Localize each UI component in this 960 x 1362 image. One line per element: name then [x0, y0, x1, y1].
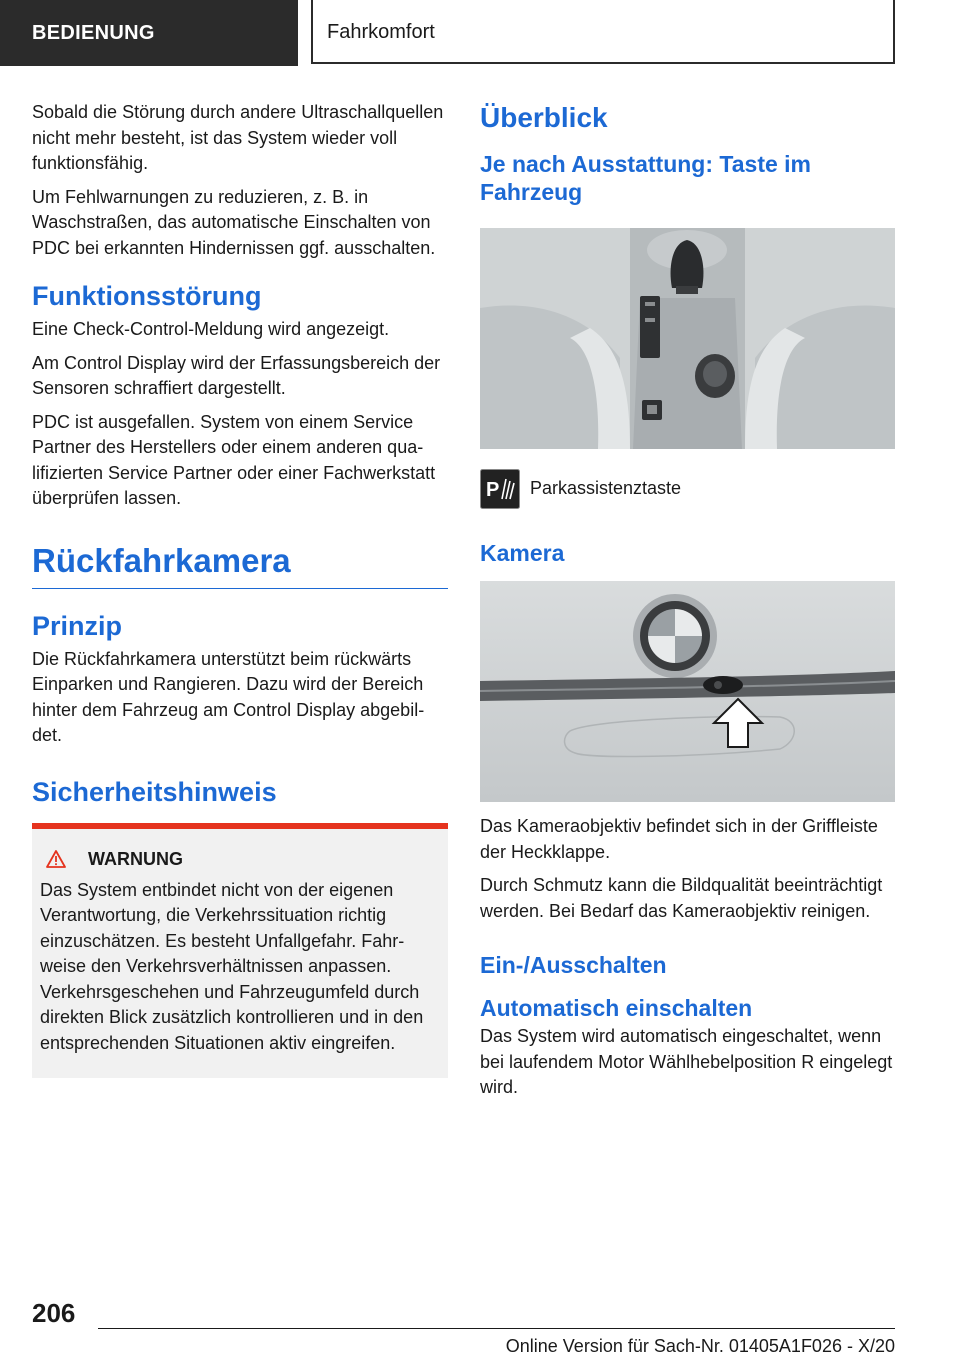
chapter-title: Fahrkomfort [311, 0, 895, 64]
rear-camera-photo [480, 581, 895, 802]
park-assist-icon [480, 469, 520, 509]
heading-safety: Sicherheitshinweis [32, 776, 277, 807]
page-number: 206 [32, 1298, 76, 1328]
heading-fault: Funktionsstörung [32, 281, 262, 311]
paragraph: Sobald die Störung durch andere Ultraschallquellen nicht mehr besteht, ist das System wieder voll funktionsfähig. [32, 102, 444, 173]
paragraph: Das Kameraobjektiv befindet sich in der Griffleiste der Heckklappe. [480, 816, 878, 862]
heading-principle: Prinzip [32, 610, 123, 641]
footer-divider [98, 1328, 895, 1329]
heading-button: Je nach Ausstattung: Taste im Fahrzeug [480, 151, 812, 205]
warning-title: WARNUNG [88, 848, 183, 869]
paragraph: Das System wird automatisch eingeschaltet, wenn bei laufendem Motor Wählhebelposition R eingelegt wird. [480, 1026, 893, 1097]
paragraph: Am Control Display wird der Erfassungsbereich der Sensoren schraffiert dargestellt. [32, 352, 441, 398]
warning-header [40, 849, 440, 870]
button-caption-text: Parkassistenztaste [530, 478, 682, 498]
paragraph: Die Rückfahrkamera unterstützt beim rückwärts Einparken und Rangieren. Dazu wird der Bereich hinter dem Fahrzeug am Control Display abgebildet. [32, 648, 425, 745]
heading-overview: Überblick [480, 102, 608, 133]
paragraph: Um Fehlwarnungen zu reduzieren, z. B. in Waschstraßen, das automatische Einschalten von PDC bei erkannten Hindernissen ggf. ausschalten. [32, 186, 436, 258]
button-caption [480, 469, 895, 509]
heading-auto-on: Automatisch einschalten [480, 995, 753, 1021]
center-console-photo [480, 228, 895, 449]
warning-box [32, 823, 448, 1079]
paragraph: Durch Schmutz kann die Bildqualität beeinträchtigt werden. Bei Bedarf das Kameraobjektiv reinigen. [480, 875, 883, 921]
heading-camera: Kamera [480, 540, 565, 566]
page-header [0, 0, 960, 66]
left-column [32, 100, 448, 1078]
svg-text:P: P [486, 479, 500, 501]
right-column [480, 100, 895, 1109]
warning-triangle-icon [46, 850, 66, 868]
warning-text: Das System entbindet nicht von der eigenen Verantwortung, die Verkehrssituation richtig einzuschätzen. Es besteht Unfallgefahr. Fahrweise den Verkehrsverhältnissen anpassen. Verkehrsgeschehen und Fahrzeugumfeld durch direkten Blick zusätzlich kontrollieren und in den entsprechenden Situationen aktiv eingreifen. [40, 879, 424, 1053]
heading-on-off: Ein-/Ausschalten [480, 952, 667, 978]
section-tab: BEDIENUNG [0, 0, 298, 66]
heading-rear-camera: Rückfahrkamera [32, 540, 448, 589]
online-version-link[interactable]: Online Version für Sach-Nr. 01405A1F026 - X/20 [505, 1336, 895, 1356]
paragraph: Eine Check-Control-Meldung wird angezeigt. [32, 319, 390, 339]
paragraph: PDC ist ausgefallen. System von einem Service Partner des Herstellers oder einem anderen qualifizierten Service Partner oder einer Fachwerkstatt überprüfen lassen. [32, 411, 436, 508]
